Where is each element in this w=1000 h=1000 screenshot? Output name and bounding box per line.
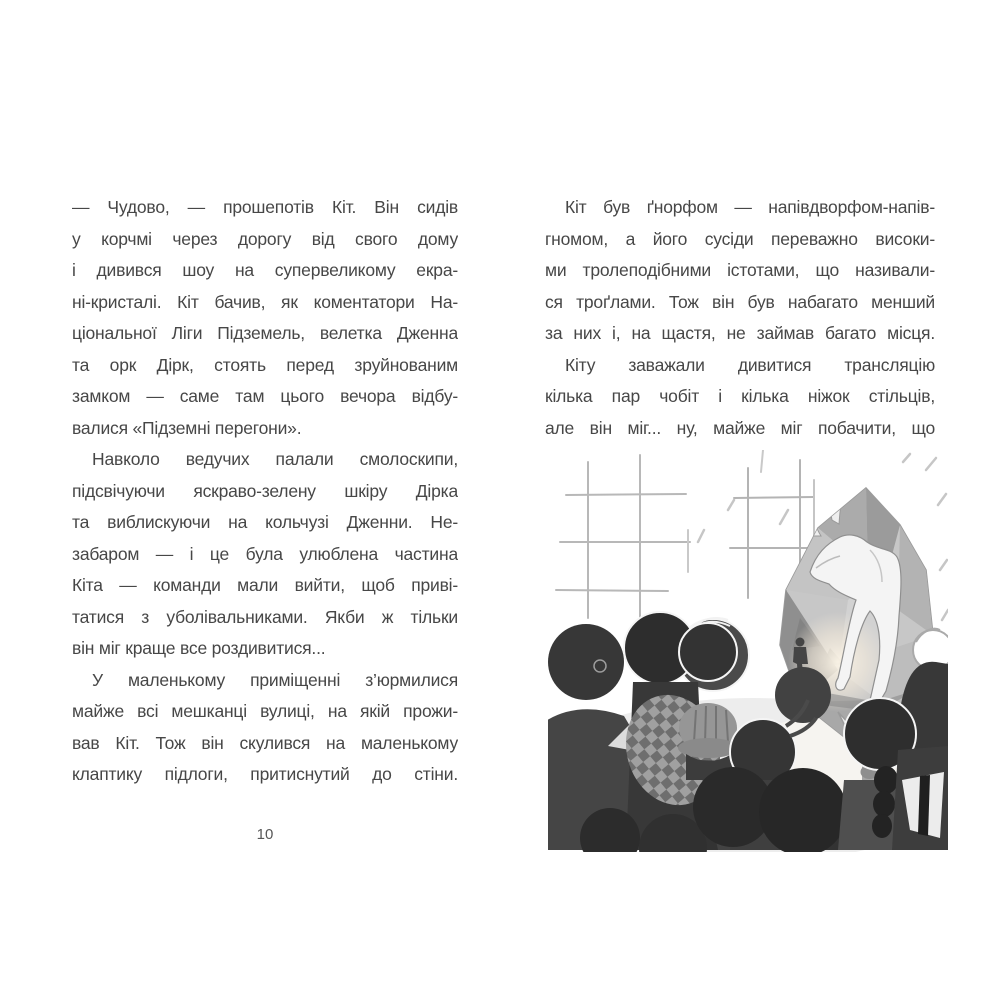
- text-line: вав Кіт. Тож він скулився на маленькому: [72, 732, 458, 753]
- text-line: Кіта — команди мали вийти, щоб приві-: [72, 575, 458, 595]
- text-line: він міг краще все роздивитися...: [72, 638, 326, 658]
- text-line: клаптику підлоги, притиснутий до стіни.: [72, 764, 458, 784]
- text-line: валися «Підземні перегони».: [72, 417, 302, 438]
- left-page-text: [72, 192, 458, 791]
- text-line: у корчмі через дорогу від свого дому: [72, 228, 458, 249]
- text-line: ми тролеподібними істотами, що називали-: [545, 260, 935, 280]
- right-page-text: [545, 192, 935, 444]
- text-line: кілька пар чобіт і кілька ніжок стільців,: [545, 386, 935, 406]
- text-line: ціональної Ліги Підземель, велетка Дженна: [72, 323, 458, 343]
- page-number: 10: [256, 826, 274, 843]
- text-line: та орк Дірк, стоять перед зруйнованим: [72, 354, 458, 375]
- text-line: і дивився шоу на супервеликому екра-: [72, 260, 458, 280]
- text-line: ні-кристалі. Кіт бачив, як коментатори На-: [72, 291, 458, 312]
- text-line: але він міг... ну, майже міг побачити, що: [545, 417, 935, 438]
- window-sketch-left: [556, 455, 690, 628]
- head: [775, 667, 831, 723]
- tie: [918, 775, 930, 836]
- text-line: У маленькому приміщенні з’юрмилися: [92, 669, 458, 690]
- text-line: майже всі мешканці вулиці, на якій прожи-: [72, 701, 458, 721]
- text-line: гномом, а його сусіди переважно високи-: [545, 228, 935, 249]
- text-line: татися з уболівальниками. Якби ж тільки: [72, 606, 458, 627]
- text-line: замком — саме там цього вечора відбу-: [72, 386, 458, 406]
- text-line: Кіт був ґнорфом — напівдворфом-напів-: [565, 197, 935, 217]
- text-line: Кіту заважали дивитися трансляцію: [565, 354, 935, 375]
- text-line: Навколо ведучих палали смолоскипи,: [92, 449, 458, 469]
- text-line: забаром — і це була улюблена частина: [72, 543, 458, 564]
- text-line: за них і, на щастя, не займав багато місця.: [545, 323, 935, 343]
- text-line: підсвічуючи яскраво-зелену шкіру Дірка: [72, 480, 458, 501]
- illustration: [548, 450, 948, 852]
- text-line: та виблискуючи на кольчузі Дженни. Не-: [72, 512, 458, 532]
- text-line: ся троґлами. Тож він був набагато менший: [545, 291, 935, 312]
- shirt-tie-figure: [892, 746, 948, 850]
- text-line: — Чудово, — прошепотів Кіт. Він сидів: [72, 197, 458, 217]
